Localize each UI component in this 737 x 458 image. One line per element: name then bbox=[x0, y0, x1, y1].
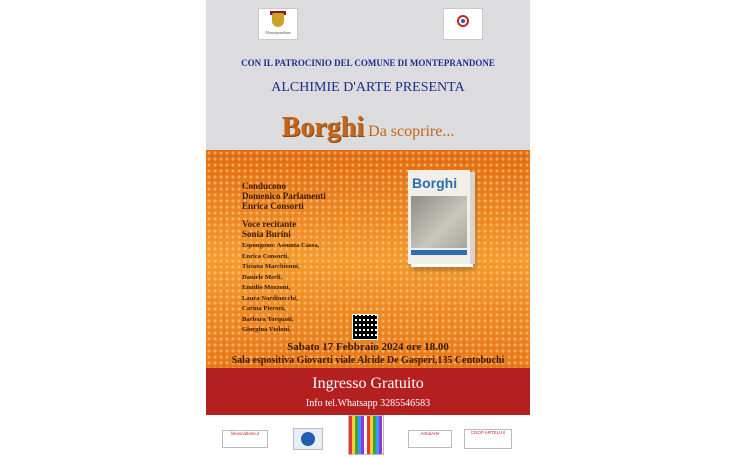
event-details-panel bbox=[206, 150, 530, 368]
exhibitor-name: Daniele Merli, bbox=[242, 273, 283, 281]
book-title: Borghi bbox=[412, 175, 458, 191]
event-title bbox=[206, 112, 530, 144]
host-name: Enrica Consorti bbox=[242, 201, 304, 211]
sponsor-logo: COOP ARTELUX bbox=[464, 429, 512, 449]
qr-code[interactable] bbox=[352, 314, 378, 340]
event-date: Sabato 17 Febbraio 2024 ore 18.00 bbox=[287, 341, 449, 353]
event-poster bbox=[206, 0, 530, 458]
book-cover bbox=[408, 170, 470, 264]
exhibitor-name: Tiziana Marchionni, bbox=[242, 263, 300, 270]
event-venue: Sala espositiva Giovarti viale Alcide De Gasperi,135 Centobuchi bbox=[231, 355, 505, 366]
qr-code-icon bbox=[353, 315, 377, 339]
poster-header bbox=[206, 0, 530, 150]
book-spine bbox=[470, 172, 475, 264]
municipality-logo-caption: Monteprandone bbox=[265, 30, 291, 35]
entry-label: Ingresso Gratuito bbox=[312, 375, 424, 392]
sponsor-logos bbox=[206, 415, 530, 458]
exhibitor-name: Carina Pieroni, bbox=[242, 305, 286, 312]
sponsor-logo: limoscaltone.it bbox=[222, 430, 268, 448]
presenter-line: ALCHIMIE D'ARTE PRESENTA bbox=[271, 80, 465, 95]
entry-band bbox=[206, 368, 530, 415]
sponsor-logo-colorful bbox=[348, 415, 384, 455]
sponsor-logo bbox=[293, 428, 323, 450]
exhibitor-name: Enrica Consorti, bbox=[242, 252, 289, 260]
credits-block bbox=[242, 181, 392, 336]
voice-label: Voce recitante bbox=[242, 219, 297, 229]
title-sub: Da scoprire... bbox=[368, 123, 455, 140]
voice-name: Sonia Burini bbox=[242, 229, 291, 239]
municipality-logo bbox=[258, 8, 298, 40]
exhibitor-name: Barbara Torquati, bbox=[242, 315, 294, 323]
book-cover-image bbox=[411, 196, 467, 248]
title-main: Borghi bbox=[281, 112, 365, 143]
patronage-line: CON IL PATROCINIO DEL COMUNE DI MONTEPRANDONE bbox=[241, 58, 495, 68]
exhibitors-label: Espongono: Assunta Cassa, bbox=[242, 242, 320, 249]
book-cover-band bbox=[411, 250, 467, 255]
exhibitor-name: Giorgina Violoni. bbox=[242, 326, 291, 333]
sponsor-logo: ArtedArte bbox=[408, 430, 452, 448]
exhibitor-name: Emidio Mozzoni, bbox=[242, 284, 290, 291]
crest-icon bbox=[272, 13, 284, 27]
exhibitor-name: Laura Nardinocchi, bbox=[242, 294, 298, 302]
sponsor-mark-icon bbox=[301, 432, 315, 446]
contact-info: Info tel.Whatsapp 3285546583 bbox=[305, 398, 431, 409]
hosts-label: Conducono bbox=[242, 181, 287, 191]
dot-icon bbox=[461, 19, 465, 23]
host-name: Domenico Parlamenti bbox=[242, 191, 326, 201]
association-logo bbox=[443, 8, 483, 40]
